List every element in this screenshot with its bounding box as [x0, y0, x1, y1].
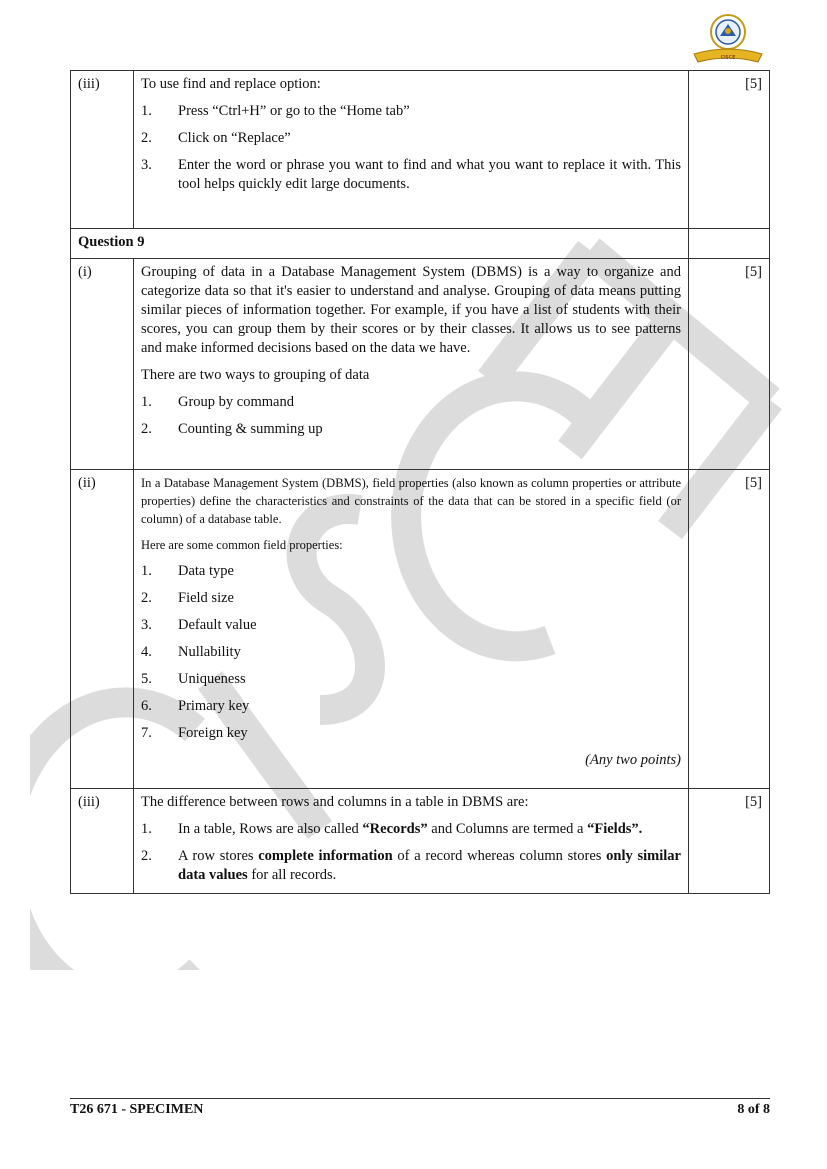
marks-cell: [5]: [689, 259, 770, 470]
table-row: [71, 71, 770, 229]
list-item: 5. Uniqueness: [141, 671, 246, 687]
marking-note: (Any two points): [585, 752, 681, 768]
answer-paragraph: Here are some common field properties:: [141, 538, 343, 552]
question-number: (iii): [71, 789, 134, 894]
steps-list: [141, 102, 681, 194]
table-row: [71, 789, 770, 894]
question-number: (i): [71, 259, 134, 470]
table-row: [71, 229, 770, 259]
marks-cell: [5]: [689, 470, 770, 789]
answer-cell: [134, 71, 689, 229]
answer-paragraph: Grouping of data in a Database Management System (DBMS) is a way to organize and categorize data so that it's easier to understand and analyse. Grouping of data means putting similar pieces of information together. For example, if you have a list of students with their scores, you can group them by their scores or by their classes. It allows us to see patterns and make informed decisions based on the data we have.: [141, 264, 681, 356]
list-item: 2. Counting & summing up: [141, 421, 323, 437]
answer-cell: [134, 259, 689, 470]
marks-cell: [689, 229, 770, 259]
list-item: 2. Click on “Replace”: [141, 130, 291, 146]
list-item: 1. In a table, Rows are also called “Records” and Columns are termed a “Fields”.: [141, 821, 643, 837]
question-heading: Question 9: [71, 229, 689, 259]
answer-cell: [134, 789, 689, 894]
question-number: (ii): [71, 470, 134, 789]
paper-code: T26 671 - SPECIMEN: [70, 1102, 204, 1117]
list-item: 3. Default value: [141, 617, 257, 633]
marks-cell: [5]: [689, 71, 770, 229]
table-row: [71, 470, 770, 789]
answer-intro: The difference between rows and columns in a table in DBMS are:: [141, 794, 529, 810]
answer-paragraph: There are two ways to grouping of data: [141, 367, 370, 383]
answer-table: [70, 70, 770, 894]
answer-cell: [134, 470, 689, 789]
table-row: [71, 259, 770, 470]
svg-text:CISCE: CISCE: [720, 55, 736, 61]
list-item: 2. A row stores complete information of a record whereas column stores only similar data values for all records.: [141, 848, 681, 883]
list-item: 7. Foreign key: [141, 725, 248, 741]
grouping-list: [141, 393, 681, 439]
differences-list: [141, 820, 681, 885]
answer-intro: To use find and replace option:: [141, 76, 321, 92]
list-item: 4. Nullability: [141, 644, 241, 660]
cisce-logo: [688, 10, 768, 66]
marks-cell: [5]: [689, 789, 770, 894]
list-item: 6. Primary key: [141, 698, 250, 714]
list-item: 1. Press “Ctrl+H” or go to the “Home tab”: [141, 103, 410, 119]
list-item: 3. Enter the word or phrase you want to find and what you want to replace it with. This tool helps quickly edit large documents.: [141, 157, 681, 192]
list-item: 2. Field size: [141, 590, 234, 606]
list-item: 1. Group by command: [141, 394, 294, 410]
list-item: 1. Data type: [141, 563, 234, 579]
page-number: 8 of 8: [737, 1102, 770, 1117]
answer-paragraph: In a Database Management System (DBMS), field properties (also known as column properties or attribute properties) define the characteristics and constraints of the data that can be stored in a specific field (or column) of a database table.: [141, 476, 681, 526]
footer-divider: [70, 1098, 770, 1099]
question-number: (iii): [71, 71, 134, 229]
field-properties-list: [141, 562, 681, 743]
